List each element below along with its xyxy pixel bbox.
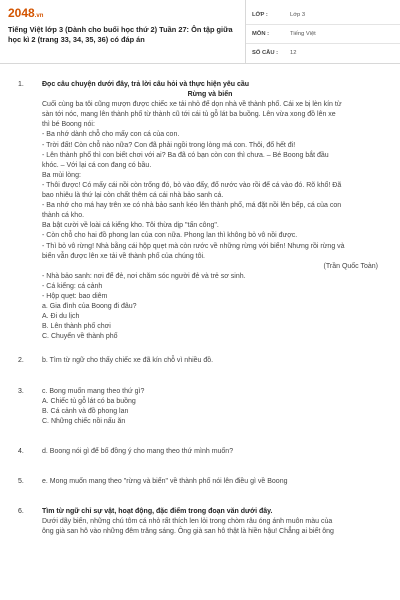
question-number: 2. <box>18 357 24 365</box>
meta-value: Tiếng Việt <box>290 31 316 37</box>
meta-row-subject <box>246 25 400 44</box>
header-left <box>0 0 245 63</box>
question-heading: Tìm từ ngữ chỉ sự vật, hoạt động, đặc điểm trong đoạn văn dưới đây. <box>42 508 273 516</box>
question-text: e. Mong muốn mang theo "rừng và biển" về thành phố nói lên điều gì về Boong <box>42 478 288 485</box>
meta-row-class <box>246 6 400 25</box>
glossary-item: - Nhà bảo sanh: nơi để đẻ, nơi chăm sóc người đẻ và trẻ sơ sinh. <box>42 272 246 280</box>
meta-row-count <box>246 44 400 62</box>
question-body <box>42 507 378 537</box>
meta-label: MÔN : <box>252 31 270 37</box>
glossary-item: - Cá kiểng: cá cảnh <box>42 282 103 290</box>
story-author: (Trần Quốc Toàn) <box>323 262 378 270</box>
meta-label: LỚP : <box>252 12 268 18</box>
document-title: Tiếng Việt lớp 3 (Dành cho buổi học thứ 2) Tuần 27: Ôn tập giữa học kì 2 (trang 33, 34, 35, 36) có đáp án <box>8 25 233 44</box>
story-line: - Trời đất! Còn chỗ nào nữa? Con đã phải ngồi trong lòng má con. Thôi, đổ hết đi! <box>42 141 296 149</box>
passage-line: ông già san hô vào những đêm trăng sáng. Ông già san hô thật là hiền hậu! Chẳng ai biết ông <box>42 528 334 536</box>
story-line: Ba bật cười về loài cá kiểng kho. Tôi thừa dịp "tấn công". <box>42 222 219 230</box>
story-line: bao nhiêu là thứ lại còn chất thêm cá cái nhà bảo sanh cá. <box>42 192 224 200</box>
story-title: Rừng và biển <box>187 91 233 99</box>
meta-value: 12 <box>290 50 297 56</box>
answer-option[interactable]: C. Chuyển về thành phố <box>42 333 118 341</box>
answer-option[interactable]: B. Cá cảnh và đồ phong lan <box>42 407 129 415</box>
story-line: sàn tới nóc, mang lên thành phố từ thành cũ tới cái tủ gỗ lát ba buồng. Lên vừa xong đồ lên xe <box>42 111 336 119</box>
question-number: 6. <box>18 508 24 516</box>
question-5 <box>18 477 378 487</box>
question-4 <box>18 447 378 457</box>
question-3 <box>18 387 378 427</box>
question-body <box>42 80 378 342</box>
logo-main: 2048 <box>8 6 35 20</box>
meta-value: Lớp 3 <box>290 12 306 18</box>
answer-option[interactable]: C. Những chiếc nồi nấu ăn <box>42 417 126 425</box>
story-line: thì bé Boong nói: <box>42 121 95 129</box>
question-text: b. Tìm từ ngữ cho thấy chiếc xe đã kín chỗ vì nhiều đồ. <box>42 357 214 365</box>
question-6 <box>18 507 378 537</box>
question-number: 3. <box>18 387 24 395</box>
story-line: - Lên thành phố thì con biết chơi với ai? Ba đã có bạn còn con thì chưa. – Bé Boong bắt đầu <box>42 151 329 159</box>
logo-suffix: .vn <box>34 13 44 19</box>
answer-option[interactable]: A. Đi du lịch <box>42 313 80 321</box>
question-text: d. Boong nói gì để bố đồng ý cho mang theo thứ mình muốn? <box>42 447 234 455</box>
question-number: 4. <box>18 447 24 455</box>
story-line: - Thì bỏ vô rừng! Nhà bằng cái hộp quẹt mà còn rước về những rừng với biển! Nhưng rồi rừng và <box>42 242 345 250</box>
story-line: thành cá kho. <box>42 212 85 220</box>
story-line: khóc. – Với lại cá con đang có bầu. <box>42 161 152 169</box>
story-text <box>42 100 378 262</box>
question-2 <box>18 356 378 366</box>
passage-line: Dưới dãy biển, những chú tôm cá nhỏ rất thích len lỏi trong chòm râu óng ánh muôn màu của <box>42 518 333 526</box>
question-number: 1. <box>18 81 24 88</box>
story-line: - Ba nhớ cho má hay trên xe có nhà bảo sanh kéo lên thành phố, má đặt nồi lên bếp, cá của con <box>42 202 342 210</box>
story-line: biển vẫn được lên xe tải về thành phố của chúng tôi. <box>42 252 205 260</box>
story-line: - Còn chỗ cho hai đồ phong lan của con nữa. Phong lan thì không bỏ vô nồi được. <box>42 232 298 240</box>
glossary-item: - Hộp quẹt: bao diêm <box>42 292 108 300</box>
site-logo[interactable] <box>8 6 245 23</box>
story-line: Cuối cùng ba tôi cũng mượn được chiếc xe tải nhỏ để dọn nhà về thành phố. Cái xe bị lèn kín từ <box>42 101 342 109</box>
meta-label: SỐ CÂU : <box>252 50 279 56</box>
story-line: Ba mủi lòng: <box>42 171 81 179</box>
answer-option[interactable]: B. Lên thành phố chơi <box>42 323 111 331</box>
story-line: - Thôi được! Có mấy cái nồi còn trống đó, bỏ vào đấy, đổ nước vào rồi để cá vào đó. Rõ khổ! Đã <box>42 181 342 189</box>
question-number: 5. <box>18 478 24 485</box>
question-text: c. Bong muốn mang theo thứ gì? <box>42 387 145 395</box>
question-heading: Đọc câu chuyện dưới đây, trả lời câu hỏi và thực hiện yêu cầu <box>42 81 250 88</box>
document-meta <box>245 0 400 63</box>
story-line: - Ba nhớ dành chỗ cho mấy con cá của con. <box>42 131 180 139</box>
question-body <box>42 387 378 427</box>
question-1 <box>18 80 378 342</box>
answer-option[interactable]: A. Chiếc tủ gỗ lát có ba buồng <box>42 397 136 405</box>
document-header <box>0 0 400 64</box>
document-content <box>0 64 400 537</box>
sub-question: a. Gia đình của Boong đi đâu? <box>42 303 137 311</box>
